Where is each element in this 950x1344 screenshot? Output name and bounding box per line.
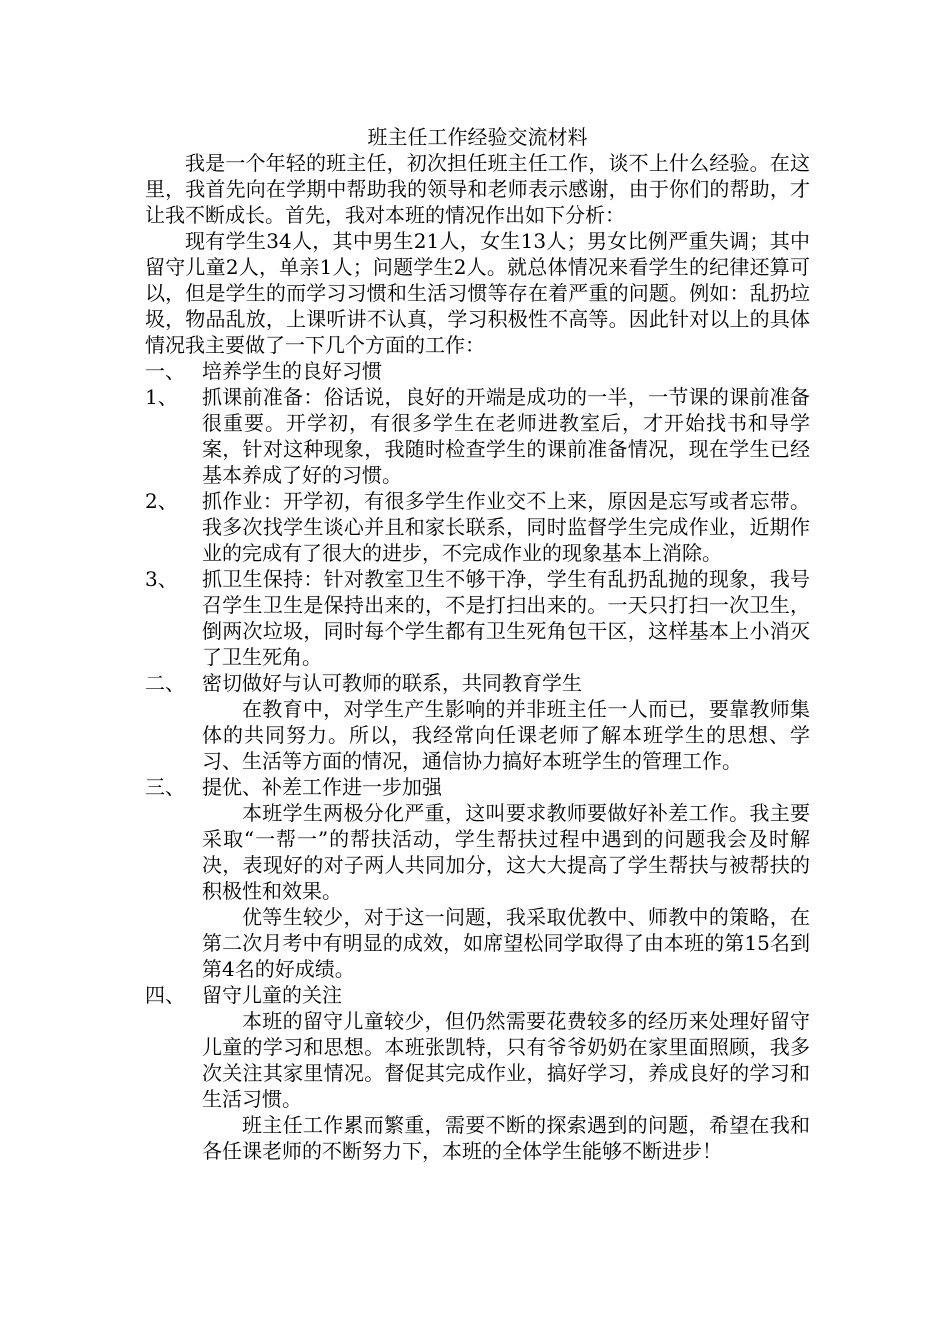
section-number: 一、 [145, 359, 185, 383]
section-number: 四、 [145, 983, 185, 1007]
list-item [145, 384, 810, 488]
list-item [145, 488, 810, 566]
section-paragraph: 本班学生两极分化严重，这叫要求教师要做好补差工作。我主要采取“一帮一”的帮扶活动，学生帮扶过程中遇到的问题我会及时解决，表现好的对子两人共同加分，这大大提高了学生帮扶与被帮扶的积极性和效果。 [202, 801, 810, 903]
section-heading [145, 774, 810, 800]
item-number: 2、 [145, 489, 178, 513]
item-text: 抓课前准备：俗话说，良好的开端是成功的一半，一节课的课前准备很重要。开学初，有很多学生在老师进教室后，才开始找书和导学案，针对这种现象，我随时检查学生的课前准备情况，现在学生已经基本养成了好的习惯。 [202, 385, 810, 487]
item-number: 1、 [145, 385, 178, 409]
list-item [145, 566, 810, 670]
section-heading [145, 358, 810, 384]
document-body [145, 124, 810, 1164]
section-title: 培养学生的良好习惯 [202, 359, 382, 383]
section-title: 提优、补差工作进一步加强 [202, 775, 442, 799]
item-text: 抓作业：开学初，有很多学生作业交不上来，原因是忘写或者忘带。我多次找学生谈心并且和家长联系，同时监督学生完成作业，近期作业的完成有了很大的进步，不完成作业的现象基本上消除。 [202, 489, 810, 565]
section-paragraph: 本班的留守儿童较少，但仍然需要花费较多的经历来处理好留守儿童的学习和思想。本班张凯特，只有爷爷奶奶在家里面照顾，我多次关注其家里情况。督促其完成作业，搞好学习，养成良好的学习和生活习惯。 [202, 1009, 810, 1111]
section-heading [145, 982, 810, 1008]
document-title: 班主任工作经验交流材料 [367, 125, 588, 149]
item-text: 抓卫生保持：针对教室卫生不够干净，学生有乱扔乱抛的现象，我号召学生卫生是保持出来的，不是打扫出来的。一天只打扫一次卫生，倒两次垃圾，同时每个学生都有卫生死角包干区，这样基本上小消灭了卫生死角。 [202, 567, 810, 669]
intro-paragraph: 我是一个年轻的班主任，初次担任班主任工作，谈不上什么经验。在这里，我首先向在学期中帮助我的领导和老师表示感谢，由于你们的帮助，才让我不断成长。首先，我对本班的情况作出如下分析： [145, 151, 810, 227]
section-paragraph: 优等生较少，对于这一问题，我采取优教中、师教中的策略，在第二次月考中有明显的成效，如席望松同学取得了由本班的第15名到第4名的好成绩。 [202, 905, 810, 981]
intro-paragraph: 现有学生34人，其中男生21人，女生13人；男女比例严重失调；其中留守儿童2人，单亲1人；问题学生2人。就总体情况来看学生的纪律还算可以，但是学生的而学习习惯和生活习惯等存在着严重的问题。例如：乱扔垃圾，物品乱放，上课听讲不认真，学习积极性不高等。因此针对以上的具体情况我主要做了一下几个方面的工作： [145, 229, 810, 357]
section-title: 留守儿童的关注 [202, 983, 342, 1007]
section-number: 三、 [145, 775, 185, 799]
section-number: 二、 [145, 671, 185, 695]
section-heading [145, 670, 810, 696]
item-number: 3、 [145, 567, 178, 591]
section-paragraph: 在教育中，对学生产生影响的并非班主任一人而已，要靠教师集体的共同努力。所以，我经常向任课老师了解本班学生的思想、学习、生活等方面的情况，通信协力搞好本班学生的管理工作。 [202, 697, 810, 773]
closing-paragraph: 班主任工作累而繁重，需要不断的探索遇到的问题，希望在我和各任课老师的不断努力下，本班的全体学生能够不断进步！ [202, 1113, 810, 1163]
section-title: 密切做好与认可教师的联系，共同教育学生 [202, 671, 582, 695]
